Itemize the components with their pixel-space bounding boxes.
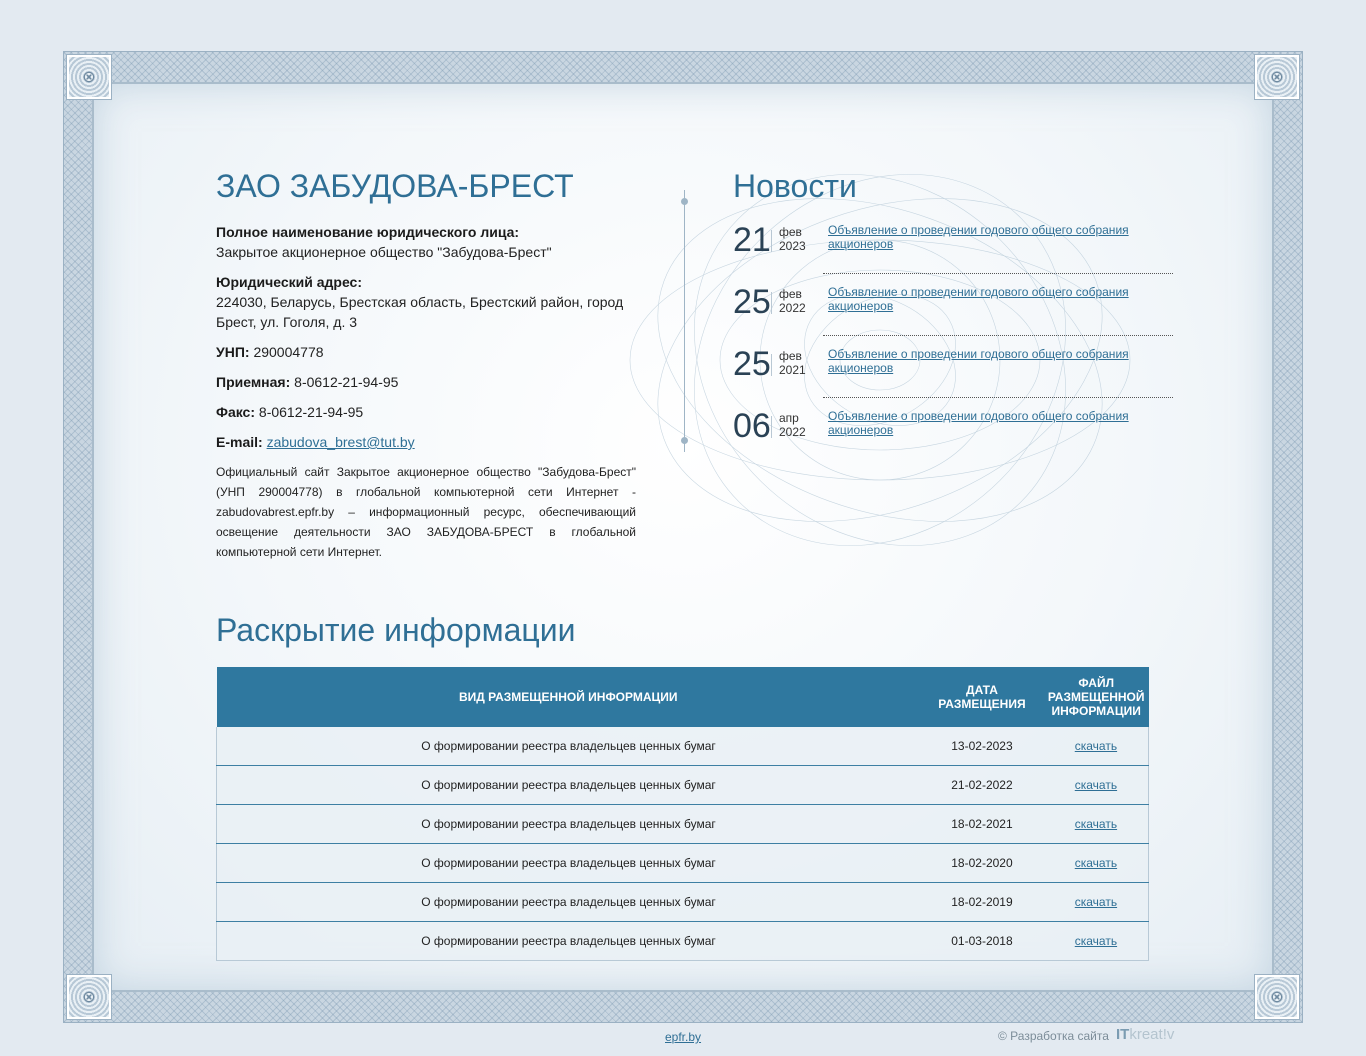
table-row [217, 805, 1149, 844]
news-link[interactable]: Объявление о проведении годового общего собрания акционеров [828, 285, 1129, 313]
address-row [216, 272, 636, 332]
news-separator [771, 354, 772, 376]
row-file-cell [1044, 844, 1149, 883]
news-month-year [779, 225, 806, 253]
row-file-cell [1044, 727, 1149, 766]
email-row [216, 432, 636, 452]
download-link[interactable]: скачать [1074, 856, 1118, 870]
news-month: фев [779, 349, 802, 363]
reception-value: 8-0612-21-94-95 [294, 374, 399, 390]
news-day: 25 [733, 283, 771, 321]
news-year: 2022 [779, 425, 806, 439]
news-month: фев [779, 287, 802, 301]
news-separator [771, 230, 772, 252]
row-file-cell [1044, 883, 1149, 922]
full-name-label: Полное наименование юридического лица: [216, 224, 520, 240]
news-item [733, 408, 1173, 470]
disclosure-title: Раскрытие информации [216, 612, 576, 648]
news-month: апр [779, 411, 799, 425]
news-month: фев [779, 225, 802, 239]
download-link[interactable]: скачать [1074, 817, 1118, 831]
reception-row [216, 372, 636, 392]
row-type: О формировании реестра владельцев ценных бумаг [217, 727, 921, 766]
footer-developer-text: © Разработка сайта [998, 1029, 1109, 1043]
download-link[interactable]: скачать [1074, 934, 1118, 948]
address-label: Юридический адрес: [216, 274, 362, 290]
row-date: 01-03-2018 [920, 922, 1044, 961]
news-item [733, 222, 1173, 284]
corner-ornament-icon: ⊗ [1255, 55, 1299, 99]
download-link[interactable]: скачать [1074, 778, 1118, 792]
row-type: О формировании реестра владельцев ценных бумаг [217, 805, 921, 844]
company-info [216, 222, 636, 562]
developer-logo-rest: kreat!v [1129, 1026, 1175, 1043]
footer-site-link[interactable]: epfr.by [665, 1030, 702, 1044]
table-header-row [217, 667, 1149, 727]
news-day: 25 [733, 345, 771, 383]
corner-ornament-icon: ⊗ [1255, 975, 1299, 1019]
table-row [217, 727, 1149, 766]
table-row [217, 883, 1149, 922]
news-title: Новости [733, 168, 857, 204]
news-item [733, 284, 1173, 346]
row-type: О формировании реестра владельцев ценных бумаг [217, 922, 921, 961]
disclosure-table [216, 667, 1149, 961]
news-day: 21 [733, 221, 771, 259]
row-date: 21-02-2022 [920, 766, 1044, 805]
news-list [733, 222, 1173, 470]
row-date: 13-02-2023 [920, 727, 1044, 766]
fax-row [216, 402, 636, 422]
fax-label: Факс: [216, 404, 256, 420]
news-divider [823, 335, 1173, 336]
row-type: О формировании реестра владельцев ценных бумаг [217, 844, 921, 883]
news-item [733, 346, 1173, 408]
header-type: ВИД РАЗМЕЩЕННОЙ ИНФОРМАЦИИ [217, 667, 921, 727]
unp-label: УНП: [216, 344, 250, 360]
news-day: 06 [733, 407, 771, 445]
download-link[interactable]: скачать [1074, 895, 1118, 909]
address-value: 224030, Беларусь, Брестская область, Брестский район, город Брест, ул. Гоголя, д. 3 [216, 294, 624, 330]
news-month-year [779, 411, 806, 439]
row-type: О формировании реестра владельцев ценных бумаг [217, 766, 921, 805]
developer-logo[interactable] [1116, 1026, 1174, 1043]
news-year: 2023 [779, 239, 806, 253]
row-file-cell [1044, 766, 1149, 805]
full-name-value: Закрытое акционерное общество "Забудова-Брест" [216, 244, 552, 260]
site-description: Официальный сайт Закрытое акционерное общество "Забудова-Брест" (УНП 290004778) в глобальной компьютерной сети Интернет - zabudovabrest.epfr.by – информационный ресурс, обеспечивающий освещение деятельности ЗАО ЗАБУДОВА-БРЕСТ в глобальной компьютерной сети Интернет. [216, 465, 636, 559]
news-separator [771, 292, 772, 314]
news-month-year [779, 349, 806, 377]
row-file-cell [1044, 922, 1149, 961]
developer-logo-main: IT [1116, 1026, 1130, 1043]
column-divider [684, 190, 685, 452]
header-date: ДАТА РАЗМЕЩЕНИЯ [920, 667, 1044, 727]
row-file-cell [1044, 805, 1149, 844]
news-separator [771, 416, 772, 438]
email-label: E-mail: [216, 434, 263, 450]
company-title: ЗАО ЗАБУДОВА-БРЕСТ [216, 168, 574, 204]
news-link[interactable]: Объявление о проведении годового общего собрания акционеров [828, 347, 1129, 375]
header-file: ФАЙЛ РАЗМЕЩЕННОЙ ИНФОРМАЦИИ [1044, 667, 1149, 727]
unp-row [216, 342, 636, 362]
news-month-year [779, 287, 806, 315]
news-link[interactable]: Объявление о проведении годового общего собрания акционеров [828, 223, 1129, 251]
news-divider [823, 397, 1173, 398]
full-name-row [216, 222, 636, 262]
news-year: 2022 [779, 301, 806, 315]
table-row [217, 922, 1149, 961]
fax-value: 8-0612-21-94-95 [258, 404, 364, 420]
table-row [217, 844, 1149, 883]
row-type: О формировании реестра владельцев ценных бумаг [217, 883, 921, 922]
news-year: 2021 [779, 363, 806, 377]
reception-label: Приемная: [216, 374, 291, 390]
table-row [217, 766, 1149, 805]
unp-value: 290004778 [253, 344, 324, 360]
news-link[interactable]: Объявление о проведении годового общего собрания акционеров [828, 409, 1129, 437]
row-date: 18-02-2021 [920, 805, 1044, 844]
email-link[interactable]: zabudova_brest@tut.by [266, 434, 415, 450]
corner-ornament-icon: ⊗ [67, 55, 111, 99]
row-date: 18-02-2020 [920, 844, 1044, 883]
row-date: 18-02-2019 [920, 883, 1044, 922]
news-divider [823, 273, 1173, 274]
download-link[interactable]: скачать [1074, 739, 1118, 753]
corner-ornament-icon: ⊗ [67, 975, 111, 1019]
